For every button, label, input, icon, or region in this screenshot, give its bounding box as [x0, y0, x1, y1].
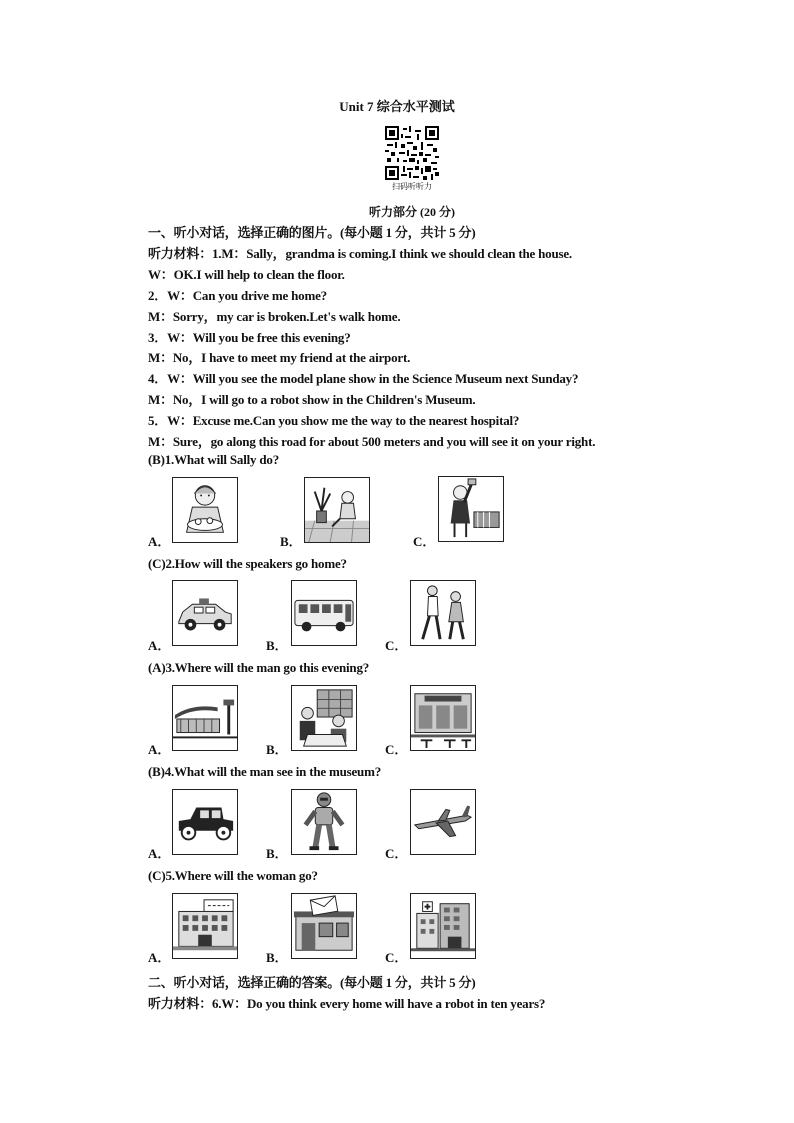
page-title: Unit 7 综合水平测试	[339, 99, 455, 114]
qr-label: 扫码听听力	[392, 182, 432, 191]
option-c-label: C．	[385, 742, 408, 757]
people-walking-picture[interactable]	[410, 580, 476, 646]
option-b-label: B．	[266, 742, 288, 757]
listening-part-title: 听力部分 (20 分)	[369, 205, 455, 219]
question-1: (B)1.What will Sally do?	[148, 452, 279, 467]
robot-picture[interactable]	[291, 789, 357, 855]
script-line: M：No，I will go to a robot show in the Children's Museum.	[148, 392, 476, 407]
script-line: W：OK.I will help to clean the floor.	[148, 267, 345, 282]
option-a-label: A．	[148, 638, 171, 653]
question-4: (B)4.What will the man see in the museum?	[148, 764, 382, 779]
option-b-label: B．	[266, 950, 288, 965]
office-picture[interactable]	[291, 685, 357, 751]
script-line: M：Sure，go along this road for about 500 meters and you will see it on your right.	[148, 434, 596, 449]
school-picture[interactable]	[172, 893, 238, 959]
post-office-picture[interactable]	[291, 893, 357, 959]
script-line: 4．W：Will you see the model plane show in the Science Museum next Sunday?	[148, 371, 579, 386]
option-b-label: B．	[280, 534, 302, 549]
option-b-label: B．	[266, 846, 288, 861]
girl-cleaning-floor-picture[interactable]	[304, 477, 370, 543]
script-line: 听力材料：1.M：Sally，grandma is coming.I think we should clean the house.	[148, 246, 572, 261]
question-5: (C)5.Where will the woman go?	[148, 868, 318, 883]
hospital-picture[interactable]	[410, 893, 476, 959]
taxi-picture[interactable]	[172, 580, 238, 646]
script-line: 5．W：Excuse me.Can you show me the way to the nearest hospital?	[148, 413, 520, 428]
option-c-label: C．	[385, 846, 408, 861]
option-c-label: C．	[413, 534, 436, 549]
script-line: M：Sorry，my car is broken.Let's walk home.	[148, 309, 401, 324]
script-line: M：No，I have to meet my friend at the airport.	[148, 350, 411, 365]
option-a-label: A．	[148, 534, 171, 549]
option-c-label: C．	[385, 950, 408, 965]
plane-picture[interactable]	[410, 789, 476, 855]
part2-heading: 二、听小对话，选择正确的答案。(每小题 1 分，共计 5 分)	[148, 975, 476, 990]
script-line: 2．W：Can you drive me home?	[148, 288, 327, 303]
question-3: (A)3.Where will the man go this evening?	[148, 660, 370, 675]
script-line: 听力材料：6.W：Do you think every home will have a robot in ten years?	[148, 996, 546, 1011]
bus-picture[interactable]	[291, 580, 357, 646]
option-c-label: C．	[385, 638, 408, 653]
script-line: 3．W：Will you be free this evening?	[148, 330, 351, 345]
part1-heading: 一、听小对话，选择正确的图片。(每小题 1 分，共计 5 分)	[148, 225, 476, 240]
restaurant-picture[interactable]	[410, 685, 476, 751]
option-b-label: B．	[266, 638, 288, 653]
old-car-picture[interactable]	[172, 789, 238, 855]
option-a-label: A．	[148, 950, 171, 965]
question-2: (C)2.How will the speakers go home?	[148, 556, 347, 571]
option-a-label: A．	[148, 742, 171, 757]
airport-picture[interactable]	[172, 685, 238, 751]
girl-cleaning-window-picture[interactable]	[438, 476, 504, 542]
girl-washing-picture[interactable]	[172, 477, 238, 543]
qr-code-icon	[385, 126, 439, 180]
option-a-label: A．	[148, 846, 171, 861]
